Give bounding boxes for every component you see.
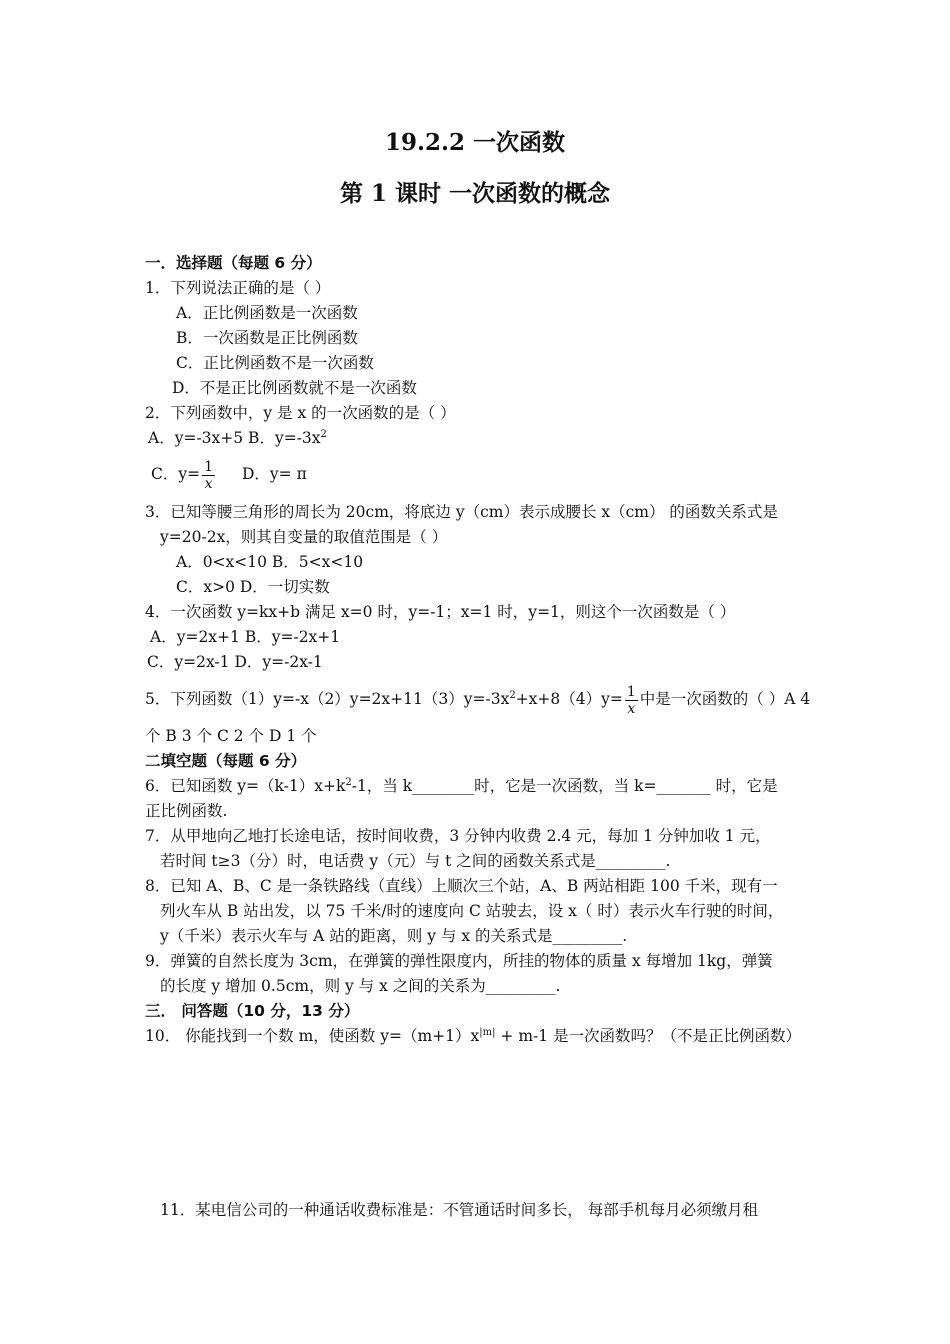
q1-option-b: B．一次函数是正比例函数 [176,329,358,347]
q5-denominator: x [627,700,636,717]
q2-c-numerator: 1 [204,458,214,475]
q3-line2: y=20-2x，则其自变量的取值范围是（ ） [160,528,448,546]
q9-line2: 的长度 y 增加 0.5cm，则 y 与 x 之间的关系为_________. [160,977,561,995]
q10-text-part1: 10． 你能找到一个数 m，使函数 y=（m+1）x [145,1027,480,1045]
q1-option-d: D．不是正比例函数就不是一次函数 [172,379,417,397]
q6-exponent: 2 [345,776,352,788]
q3-options-cd: C．x>0 D．一切实数 [176,578,330,596]
q11-line1: 11．某电信公司的一种通话收费标准是：不管通话时间多长， 每部手机每月必须缴月租 [160,1201,759,1219]
q5-text-part2: +x+8（4）y= [515,690,623,708]
q5-line1 [145,677,810,721]
q8-line1: 8．已知 A、B、C 是一条铁路线（直线）上顺次三个站，A、B 两站相距 100 千米，现有一 [145,877,778,895]
q10-text-part2: + m-1 是一次函数吗？（不是正比例函数） [495,1027,802,1045]
q2-options-ab [148,428,327,448]
q2-options-cd [151,452,307,496]
section-heading-qa: 三． 问答题（10 分，13 分） [145,1002,360,1020]
q2-stem: 2．下列函数中，y 是 x 的一次函数的是（ ） [145,404,456,422]
q6-line1 [145,776,778,796]
section-heading-fill: 二填空题（每题 6 分） [145,752,307,770]
q8-line2: 列火车从 B 站出发，以 75 千米/时的速度向 C 站驶去，设 x（ 时）表示火车行驶的时间， [160,902,784,920]
q9-line1: 9．弹簧的自然长度为 3cm，在弹簧的弹性限度内，所挂的物体的质量 x 每增加 1kg，弹簧 [145,952,773,970]
q6-text-part2: -1，当 k________时，它是一次函数，当 k=_______ 时，它是 [351,777,778,795]
q1-stem: 1．下列说法正确的是（ ） [145,279,331,297]
q7-line1: 7．从甲地向乙地打长途电话，按时间收费，3 分钟内收费 2.4 元，每加 1 分钟加收 1 元， [145,827,771,845]
q1-option-c: C．正比例函数不是一次函数 [176,354,374,372]
q4-stem: 4．一次函数 y=kx+b 满足 x=0 时，y=-1；x=1 时，y=1，则这个一次函数是（ ） [145,603,736,621]
q5-text-part1: 5．下列函数（1）y=-x（2）y=2x+11（3）y=-3x [145,690,510,708]
q2-c-text: C．y= [151,465,201,483]
q5-fraction [625,684,638,717]
q7-line2: 若时间 t≥3（分）时，电话费 y（元）与 t 之间的函数关系式是_________. [160,852,671,870]
section-heading-choice: 一．选择题（每题 6 分） [145,254,322,272]
q5-numerator: 1 [626,683,636,700]
q5-text-part3: 中是一次函数的（ ）A 4 [639,690,811,708]
q4-options-ab: A．y=2x+1 B．y=-2x+1 [150,628,341,646]
q4-options-cd: C．y=2x-1 D．y=-2x-1 [147,653,323,671]
q5-exponent: 2 [509,689,516,701]
q5-line2: 个 B 3 个 C 2 个 D 1 个 [145,727,317,745]
page-subtitle: 第 1 课时 一次函数的概念 [339,180,611,207]
q2-c-fraction [202,459,215,492]
page-title: 19.2.2 一次函数 [384,129,566,156]
q1-option-a: A．正比例函数是一次函数 [176,304,358,322]
q2-c-denominator: x [204,475,213,492]
q2-d-text: D．y= π [241,465,307,483]
q6-line2: 正比例函数. [145,802,228,820]
q3-options-ab: A．0<x<10 B．5<x<10 [176,553,364,571]
q10-line1 [145,1026,801,1046]
q8-line3: y（千米）表示火车与 A 站的距离，则 y 与 x 的关系式是_________. [160,927,628,945]
q3-line1: 3．已知等腰三角形的周长为 20cm，将底边 y（cm）表示成腰长 x（cm） 的函数关系式是 [145,503,778,521]
q10-exponent: |m| [479,1026,496,1038]
q6-text-part1: 6．已知函数 y=（k-1）x+k [145,777,346,795]
q2-ab-text: A．y=-3x+5 B．y=-3x [148,429,321,447]
q2-ab-exponent: 2 [320,428,327,440]
